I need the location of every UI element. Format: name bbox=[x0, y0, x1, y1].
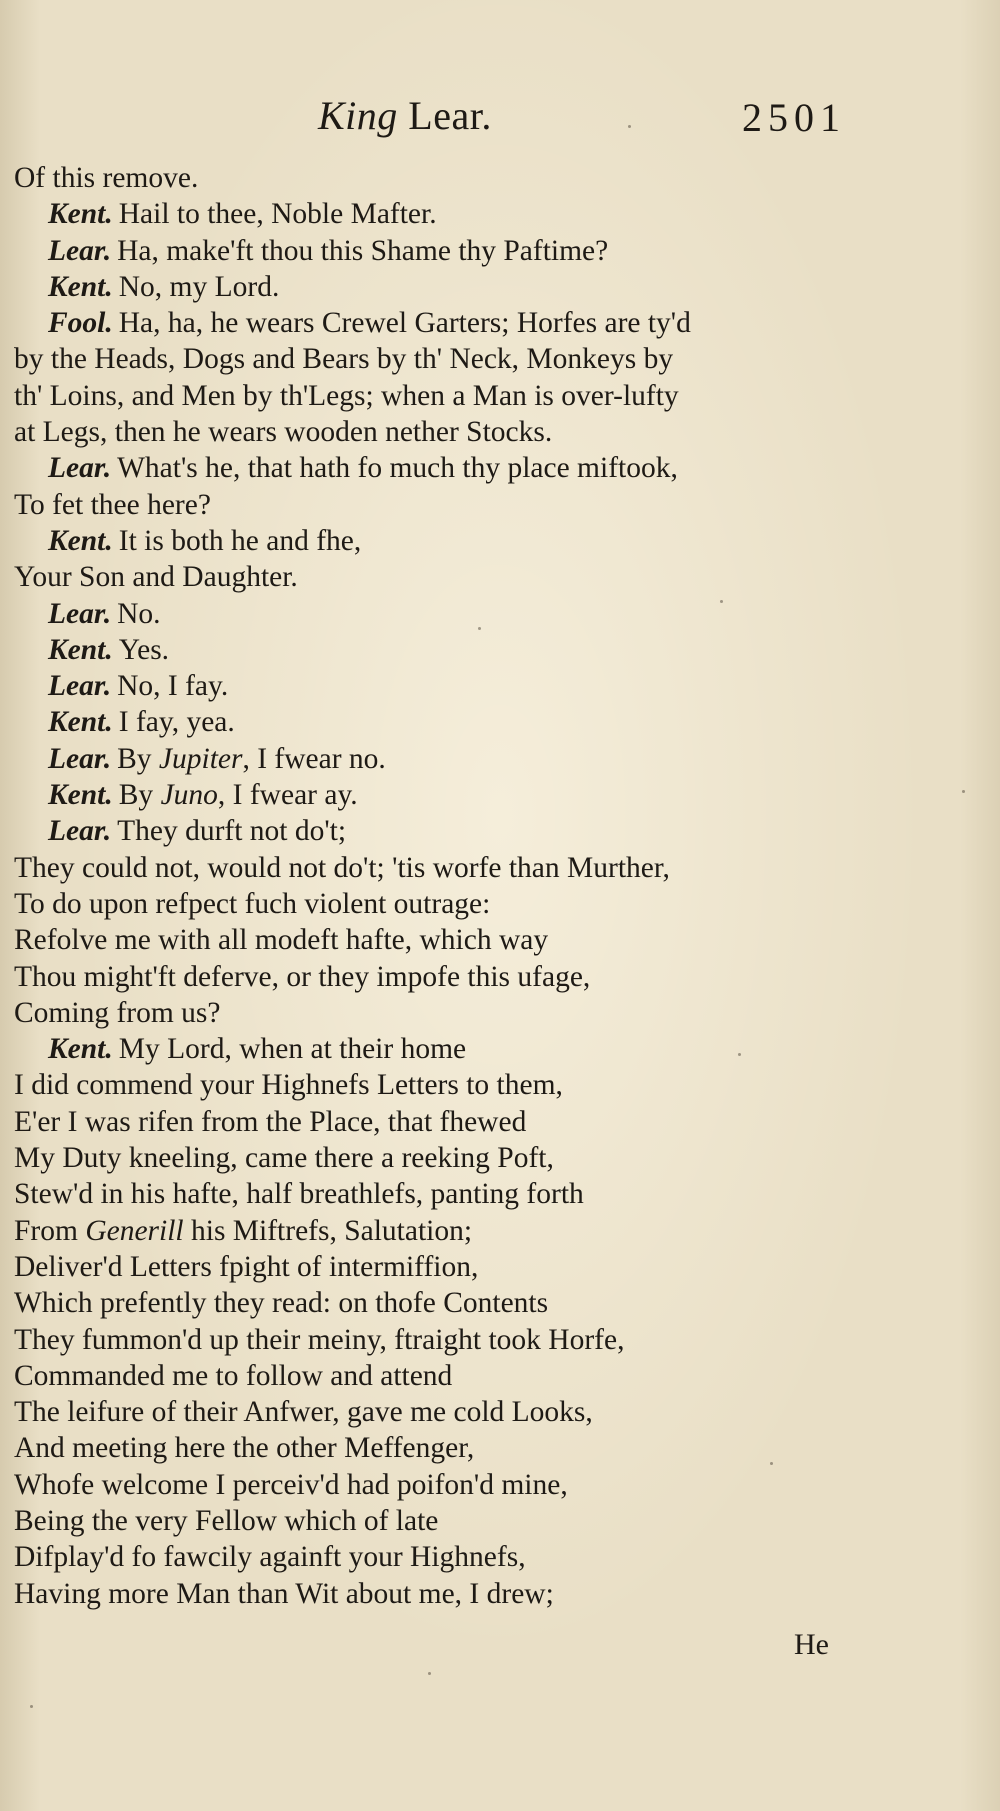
text-line bbox=[14, 233, 974, 269]
text-line bbox=[14, 596, 974, 632]
text-line bbox=[14, 305, 974, 341]
text-line bbox=[14, 378, 974, 414]
text-line bbox=[14, 1031, 974, 1067]
text-line bbox=[14, 196, 974, 232]
text-line bbox=[14, 1067, 974, 1103]
text-line bbox=[14, 1467, 974, 1503]
text-line bbox=[14, 995, 974, 1031]
speaker-name: Lear. bbox=[48, 597, 112, 630]
paper-speck bbox=[738, 1053, 741, 1056]
text-line bbox=[14, 1176, 974, 1212]
paper-speck bbox=[720, 600, 723, 603]
speaker-name: Lear. bbox=[48, 452, 112, 485]
text-line bbox=[14, 704, 974, 740]
line-text: No. bbox=[117, 597, 161, 630]
line-text: No, my Lord. bbox=[118, 270, 280, 303]
text-line bbox=[14, 1394, 974, 1430]
line-text: Ha, make'ft thou this Shame thy Paftime? bbox=[117, 234, 609, 267]
speaker-name: Lear. bbox=[48, 670, 112, 703]
paper-speck bbox=[30, 1705, 33, 1708]
line-text: To do upon refpect fuch violent outrage: bbox=[14, 887, 491, 920]
text-line bbox=[14, 1140, 974, 1176]
line-text: th' Loins, and Men by th'Legs; when a Man is over-lufty bbox=[14, 379, 679, 412]
line-text: To fet thee here? bbox=[14, 488, 211, 521]
running-title-italic: King bbox=[318, 93, 398, 138]
text-line bbox=[14, 523, 974, 559]
line-text: They could not, would not do't; 'tis worfe than Murther, bbox=[14, 851, 670, 884]
text-line bbox=[14, 632, 974, 668]
text-line bbox=[14, 559, 974, 595]
line-text: Having more Man than Wit about me, I drew; bbox=[14, 1577, 554, 1610]
line-text: Refolve me with all modeft hafte, which way bbox=[14, 924, 549, 957]
line-text: , I fwear ay. bbox=[217, 779, 358, 812]
line-text: I fay, yea. bbox=[118, 706, 235, 739]
page-header bbox=[0, 92, 1000, 142]
line-text: Yes. bbox=[118, 633, 170, 666]
line-text: And meeting here the other Meffenger, bbox=[14, 1432, 475, 1465]
line-text: By bbox=[117, 742, 159, 775]
line-text: Deliver'd Letters fpight of intermiffion, bbox=[14, 1250, 479, 1283]
line-text: by the Heads, Dogs and Bears by th' Neck, Monkeys by bbox=[14, 343, 674, 376]
line-text: his Miftrefs, Salutation; bbox=[183, 1214, 473, 1247]
page-number: 2501 bbox=[742, 95, 846, 140]
line-text: By bbox=[118, 779, 161, 812]
text-line bbox=[14, 813, 974, 849]
line-text: Difplay'd fo fawcily againft your Highnefs, bbox=[14, 1541, 526, 1574]
speaker-name: Kent. bbox=[48, 633, 113, 666]
speaker-name: Kent. bbox=[48, 779, 113, 812]
text-line bbox=[14, 414, 974, 450]
play-text bbox=[14, 160, 974, 1612]
text-line bbox=[14, 341, 974, 377]
line-text: What's he, that hath fo much thy place miftook, bbox=[117, 452, 678, 485]
text-line bbox=[14, 777, 974, 813]
text-line bbox=[14, 922, 974, 958]
text-line bbox=[14, 160, 974, 196]
paper-speck bbox=[770, 1462, 773, 1465]
speaker-name: Kent. bbox=[48, 1033, 113, 1066]
line-text: E'er I was rifen from the Place, that fhewed bbox=[14, 1105, 527, 1138]
speaker-name: Lear. bbox=[48, 815, 112, 848]
speaker-name: Fool. bbox=[48, 307, 113, 340]
speaker-name: Kent. bbox=[48, 524, 113, 557]
text-line bbox=[14, 850, 974, 886]
text-line bbox=[14, 1104, 974, 1140]
line-text: No, I fay. bbox=[117, 670, 229, 703]
speaker-name: Kent. bbox=[48, 270, 113, 303]
line-text: It is both he and fhe, bbox=[118, 524, 362, 557]
line-text: Coming from us? bbox=[14, 996, 221, 1029]
paper-speck bbox=[962, 790, 965, 793]
text-line bbox=[14, 886, 974, 922]
text-line bbox=[14, 1249, 974, 1285]
line-text: , I fwear no. bbox=[242, 742, 386, 775]
line-text: Being the very Fellow which of late bbox=[14, 1504, 439, 1537]
line-text: Ha, ha, he wears Crewel Garters; Horfes are ty'd bbox=[118, 307, 691, 340]
text-line bbox=[14, 1539, 974, 1575]
italic-name: Generill bbox=[85, 1214, 184, 1247]
text-line bbox=[14, 450, 974, 486]
line-text: Stew'd in his hafte, half breathlefs, panting forth bbox=[14, 1178, 584, 1211]
speaker-name: Lear. bbox=[48, 234, 112, 267]
text-line bbox=[14, 1322, 974, 1358]
line-text: My Duty kneeling, came there a reeking Poft, bbox=[14, 1142, 554, 1175]
speaker-name: Kent. bbox=[48, 198, 113, 231]
italic-name: Jupiter bbox=[158, 742, 243, 775]
line-text: at Legs, then he wears wooden nether Stocks. bbox=[14, 416, 553, 449]
line-text: They durft not do't; bbox=[117, 815, 347, 848]
line-text: Whofe welcome I perceiv'd had poifon'd mine, bbox=[14, 1468, 568, 1501]
paper-speck bbox=[428, 1672, 431, 1675]
line-text: Of this remove. bbox=[14, 162, 199, 194]
line-text: Hail to thee, Noble Mafter. bbox=[118, 198, 437, 231]
line-text: I did commend your Highnefs Letters to them, bbox=[14, 1069, 563, 1102]
catchword: He bbox=[794, 1628, 829, 1661]
line-text: Commanded me to follow and attend bbox=[14, 1359, 453, 1392]
text-line bbox=[14, 741, 974, 777]
text-line bbox=[14, 668, 974, 704]
running-title-rest: Lear. bbox=[408, 93, 492, 138]
text-line bbox=[14, 487, 974, 523]
text-line bbox=[14, 269, 974, 305]
line-text: My Lord, when at their home bbox=[118, 1033, 467, 1066]
text-line bbox=[14, 1358, 974, 1394]
text-line bbox=[14, 1430, 974, 1466]
text-line bbox=[14, 1576, 974, 1612]
text-line bbox=[14, 959, 974, 995]
running-title bbox=[318, 92, 492, 139]
italic-name: Juno bbox=[160, 779, 218, 812]
line-text: Your Son and Daughter. bbox=[14, 561, 298, 594]
text-line bbox=[14, 1503, 974, 1539]
line-text: The leifure of their Anfwer, gave me cold Looks, bbox=[14, 1396, 593, 1429]
paper-speck bbox=[628, 125, 631, 128]
line-text: Which prefently they read: on thofe Contents bbox=[14, 1287, 549, 1320]
line-text: They fummon'd up their meiny, ftraight took Horfe, bbox=[14, 1323, 625, 1356]
text-line bbox=[14, 1213, 974, 1249]
text-line bbox=[14, 1285, 974, 1321]
speaker-name: Kent. bbox=[48, 706, 113, 739]
line-text: From bbox=[14, 1214, 86, 1247]
paper-speck bbox=[478, 627, 481, 630]
line-text: Thou might'ft deferve, or they impofe this ufage, bbox=[14, 960, 591, 993]
speaker-name: Lear. bbox=[48, 742, 112, 775]
